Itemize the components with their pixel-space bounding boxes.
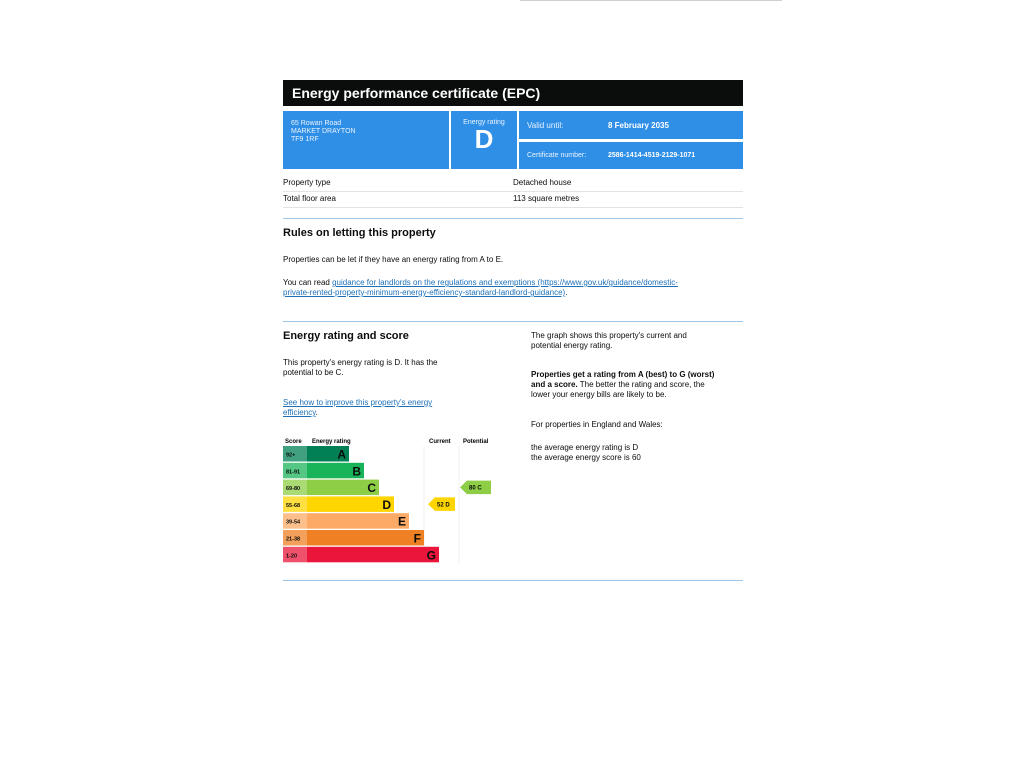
band-range-e: 39-54 — [286, 519, 301, 526]
improve-paragraph — [283, 398, 483, 418]
band-range-c: 69-80 — [286, 486, 301, 493]
band-range-b: 81-91 — [286, 469, 301, 476]
rating-summary-line-1: This property's energy rating is D. It has the — [283, 358, 438, 367]
band-bar-g — [307, 547, 439, 563]
header-potential: Potential — [463, 439, 489, 445]
average-score-line: the average energy score is 60 — [531, 453, 641, 462]
potential-rating-label: 80 C — [469, 485, 482, 492]
band-letter-d: D — [382, 497, 391, 512]
rating-summary — [283, 358, 483, 378]
guidance-suffix: . — [565, 288, 568, 297]
graph-explanation-line-1: The graph shows this property's current and — [531, 331, 687, 340]
average-rating-info — [531, 443, 743, 463]
property-type-value: Detached house — [513, 178, 572, 187]
guidance-link-line-1: guidance for landlords on the regulations and exemptions (https://www.gov.uk/guidance/domestic- — [332, 278, 678, 287]
improve-suffix: . — [315, 408, 318, 417]
band-bar-d — [307, 496, 394, 512]
floor-area-row — [283, 191, 743, 208]
section-divider — [283, 218, 743, 219]
average-rating-line: the average energy rating is D — [531, 443, 639, 452]
section-divider — [283, 580, 743, 581]
band-letter-e: E — [397, 514, 406, 529]
rating-summary-line-2: potential to be C. — [283, 368, 344, 377]
england-wales-intro: For properties in England and Wales: — [531, 420, 663, 429]
floor-area-label: Total floor area — [283, 194, 336, 203]
band-range-g: 1-20 — [286, 553, 298, 560]
address-line-3: TF9 1RF — [291, 136, 319, 143]
energy-rating-box — [451, 111, 517, 169]
top-edge-line — [520, 0, 782, 1]
band-bar-f — [307, 530, 424, 546]
valid-until-label: Valid until: — [527, 121, 564, 130]
floor-area-value: 113 square metres — [513, 194, 580, 203]
energy-rating-chart — [283, 436, 493, 568]
guidance-prefix: You can read — [283, 278, 333, 287]
band-range-a: 92+ — [286, 452, 296, 459]
header-energy-rating: Energy rating — [312, 439, 351, 445]
graph-explanation-line-2: potential energy rating. — [531, 341, 613, 350]
certificate-number-value: 2586-1414-4519-2129-1071 — [608, 152, 696, 159]
valid-until-value: 8 February 2035 — [608, 121, 669, 130]
page-title: Energy performance certificate (EPC) — [283, 80, 743, 106]
band-range-f: 21-38 — [286, 536, 301, 543]
energy-rating-value: D — [474, 124, 494, 154]
score-heading: Energy rating and score — [283, 330, 409, 342]
rating-explanation — [531, 370, 743, 400]
band-bar-e — [307, 513, 409, 529]
property-type-label: Property type — [283, 178, 331, 187]
band-range-d: 55-68 — [286, 502, 301, 509]
section-divider — [283, 321, 743, 322]
improve-link-line-1: See how to improve this property's energy — [283, 398, 433, 407]
energy-rating-label: Energy rating — [463, 119, 505, 126]
rating-explanation-line-3: lower your energy bills are likely to be. — [531, 390, 667, 399]
band-letter-g: G — [426, 548, 436, 563]
certificate-number-label: Certificate number: — [527, 152, 587, 159]
header-current: Current — [429, 439, 451, 445]
letting-text: Properties can be let if they have an energy rating from A to E. — [283, 255, 504, 264]
energy-rating-chart-svg — [283, 436, 493, 568]
address-line-1: 65 Rowan Road — [291, 120, 342, 127]
graph-explanation — [531, 331, 743, 351]
improve-efficiency-link[interactable] — [283, 398, 432, 417]
property-type-row — [283, 175, 743, 192]
rating-explanation-line-2-rest: The better the rating and score, the — [577, 380, 705, 389]
header-score: Score — [285, 439, 302, 445]
address-line-2: MARKET DRAYTON — [291, 128, 356, 135]
band-letter-a: A — [337, 447, 346, 462]
band-letter-c: C — [367, 481, 376, 496]
current-rating-label: 52 D — [437, 502, 450, 509]
certificate-number-box — [519, 142, 743, 169]
band-letter-f: F — [413, 531, 421, 546]
rating-explanation-bold-line-2: and a score. — [531, 380, 578, 389]
band-letter-b: B — [352, 464, 361, 479]
rating-explanation-bold-line-1: Properties get a rating from A (best) to G (worst) — [531, 370, 715, 379]
letting-heading: Rules on letting this property — [283, 227, 436, 239]
guidance-link[interactable] — [283, 278, 678, 297]
address-box — [283, 111, 449, 169]
letting-guidance — [283, 278, 743, 298]
guidance-link-line-2: private-rented-property-minimum-energy-efficiency-standard-landlord-guidance) — [283, 288, 566, 297]
valid-until-box — [519, 111, 743, 139]
improve-link-line-2: efficiency — [283, 408, 316, 417]
